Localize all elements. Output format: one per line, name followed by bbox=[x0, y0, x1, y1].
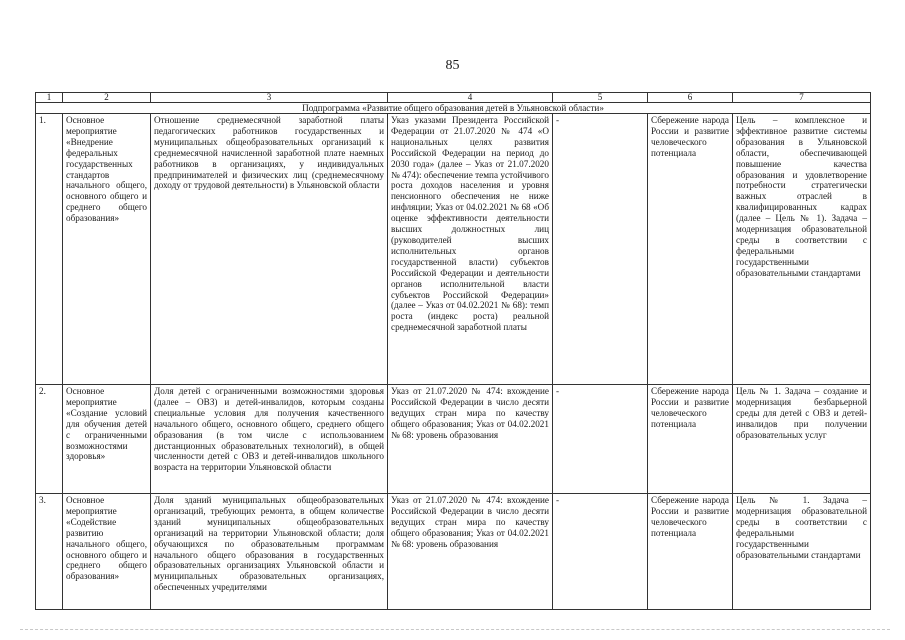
national-goal-cell: Сбережение народа России и развитие человеческого потенциала bbox=[648, 114, 733, 385]
decree-link-cell: Указ от 21.07.2020 № 474: вхождение Российской Федерации в число десяти ведущих стран мира по качеству общего образования; Указ от 04.02.2021 № 68: уровень образования bbox=[388, 385, 553, 494]
column-header: 6 bbox=[648, 93, 733, 103]
column-header: 7 bbox=[733, 93, 871, 103]
national-goal-cell: Сбережение народа России и развитие человеческого потенциала bbox=[648, 494, 733, 610]
subprogram-row bbox=[36, 103, 871, 114]
table-row bbox=[36, 494, 871, 610]
national-goal-cell: Сбережение народа России и развитие человеческого потенциала bbox=[648, 385, 733, 494]
column-header: 1 bbox=[36, 93, 63, 103]
row-number: 1. bbox=[36, 114, 63, 385]
event-cell: Основное мероприятие «Создание условий для обучения детей с ограниченными возможностями здоровья» bbox=[63, 385, 151, 494]
column-header: 5 bbox=[553, 93, 648, 103]
column-header: 4 bbox=[388, 93, 553, 103]
column-number-row bbox=[36, 93, 871, 103]
indicator-cell: Доля зданий муниципальных общеобразовательных организаций, требующих ремонта, в общем количестве зданий муниципальных общеобразовательных организаций на территории Ульяновской области; доля обучающихся по образовательным программам начального общего образования в государственных образовательных организациях Ульяновской области и муниципальных образовательных организациях, обеспеченных учредителями bbox=[151, 494, 388, 610]
indicator-cell: Отношение среднемесячной заработной платы педагогических работников государственных и муниципальных общеобразовательных организаций к среднемесячной начисленной заработной плате наемных работников в организациях, у индивидуальных предпринимателей и физических лиц (среднемесячному доходу от трудовой деятельности) в Ульяновской области bbox=[151, 114, 388, 385]
table-row bbox=[36, 385, 871, 494]
row-number: 3. bbox=[36, 494, 63, 610]
column-5-cell: - bbox=[553, 494, 648, 610]
column-5-cell: - bbox=[553, 114, 648, 385]
goal-task-cell: Цель № 1. Задача – создание и модернизация безбарьерной среды для детей с ОВЗ и детей-инвалидов при получении образовательных услуг bbox=[733, 385, 871, 494]
goal-task-cell: Цель № 1. Задача – модернизация образовательной среды в соответствии с федеральными государственными образовательными стандартами bbox=[733, 494, 871, 610]
column-5-cell: - bbox=[553, 385, 648, 494]
decree-link-cell: Указ от 21.07.2020 № 474: вхождение Российской Федерации в число десяти ведущих стран мира по качеству общего образования; Указ от 04.02.2021 № 68: уровень образования bbox=[388, 494, 553, 610]
page-bottom-edge bbox=[20, 629, 890, 630]
event-cell: Основное мероприятие «Содействие развитию начального общего, основного общего и среднего общего образования» bbox=[63, 494, 151, 610]
goal-task-cell: Цель – комплексное и эффективное развитие системы образования в Ульяновской области, обеспечивающей повышение качества образования и удовлетворение потребности стратегически важных отраслей в квалифицированных кадрах (далее – Цель № 1). Задача – модернизация образовательной среды в соответствии с федеральными государственными образовательными стандартами bbox=[733, 114, 871, 385]
decree-link-cell: Указ указами Президента Российской Федерации от 21.07.2020 № 474 «О национальных целях развития Российской Федерации на период до 2030 года» (далее – Указ от 21.07.2020 № 474): обеспечение темпа устойчивого роста доходов населения и уровня пенсионного обеспечения не ниже инфляции; Указ от 04.02.2021 № 68 «Об оценке эффективности деятельности высших должностных лиц (руководителей высших исполнительных органов государственной власти) субъектов Российской Федерации и деятельности органов исполнительной власти субъектов Российской Федерации» (далее – Указ от 04.02.2021 № 68): темп роста (индекс роста) реальной среднемесячной заработной платы bbox=[388, 114, 553, 385]
subprogram-title: Подпрограмма «Развитие общего образования детей в Ульяновской области» bbox=[36, 103, 871, 114]
column-header: 2 bbox=[63, 93, 151, 103]
indicator-cell: Доля детей с ограниченными возможностями здоровья (далее – ОВЗ) и детей-инвалидов, которым созданы специальные условия для получения качественного начального общего, основного общего, среднего общего образования (в том числе с использованием дистанционных образовательных технологий), в общей численности детей с ОВЗ и детей-инвалидов школьного возраста на территории Ульяновской области bbox=[151, 385, 388, 494]
program-table bbox=[35, 92, 871, 610]
table-row bbox=[36, 114, 871, 385]
column-header: 3 bbox=[151, 93, 388, 103]
event-cell: Основное мероприятие «Внедрение федеральных государственных стандартов начального общего, основного общего и среднего общего образования» bbox=[63, 114, 151, 385]
row-number: 2. bbox=[36, 385, 63, 494]
page-number: 85 bbox=[445, 58, 460, 73]
